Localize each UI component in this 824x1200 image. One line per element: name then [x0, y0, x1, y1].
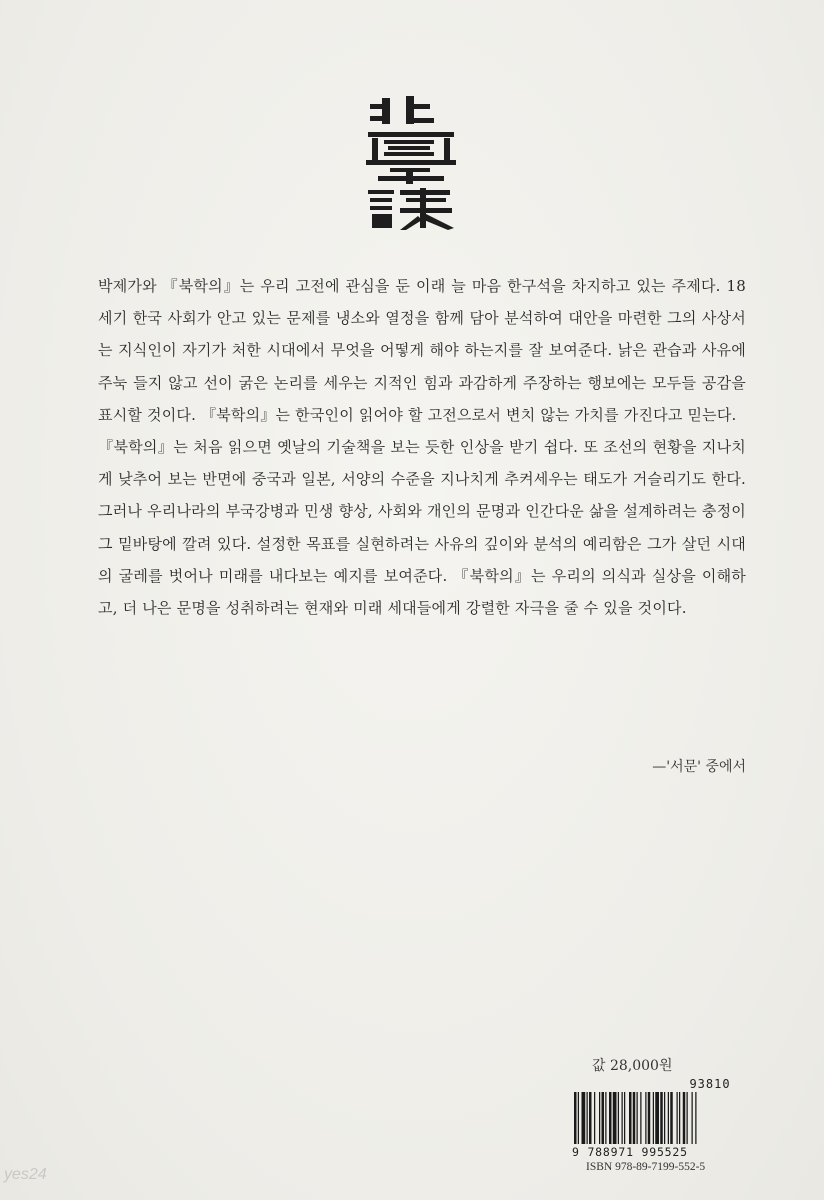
- isbn-number: ISBN 978-89-7199-552-5: [586, 1161, 706, 1173]
- watermark: yes24: [4, 1166, 47, 1183]
- price-label: 값 28,000원: [592, 1058, 673, 1074]
- calligraphy-seal-icon: [360, 92, 464, 232]
- intro-text: [98, 270, 746, 624]
- attribution: —'서문' 중에서: [652, 759, 746, 775]
- barcode-icon: [572, 1092, 752, 1144]
- isbn-barcode: [572, 1077, 752, 1177]
- barcode-addon-digits: 93810: [689, 1077, 731, 1091]
- barcode-bars: [572, 1092, 752, 1144]
- intro-paragraph-1: 박제가와 『북학의』는 우리 고전에 관심을 둔 이래 늘 마음 한구석을 차지하고 있는 주제다. 18세기 한국 사회가 안고 있는 문제를 냉소와 열정을 함께 담아 분석하여 대안을 마련한 그의 사상서는 지식인이 자기가 처한 시대에서 무엇을 어떻게 해야 하는지를 잘 보여준다. 낡은 관습과 사유에 주눅 들지 않고 선이 굵은 논리를 세우는 지적인 힘과 과감하게 주장하는 행보에는 모두들 공감을 표시할 것이다. 『북학의』는 한국인이 읽어야 할 고전으로서 변치 않는 가치를 가진다고 믿는다.: [98, 277, 746, 424]
- barcode-ean-digits: 9 788971 995525: [572, 1145, 688, 1159]
- book-title-logo: [360, 92, 464, 232]
- intro-paragraph-2: 『북학의』는 처음 읽으면 옛날의 기술책을 보는 듯한 인상을 받기 쉽다. 또 조선의 현황을 지나치게 낮추어 보는 반면에 중국과 일본, 서양의 수준을 지나치게 추켜세우는 태도가 거슬리기도 한다. 그러나 우리나라의 부국강병과 민생 향상, 사회와 개인의 문명과 인간다운 삶을 설계하려는 충정이 그 밑바탕에 깔려 있다. 설정한 목표를 실현하려는 사유의 깊이와 분석의 예리함은 그가 살던 시대의 굴레를 벗어나 미래를 내다보는 예지를 보여준다. 『북학의』는 우리의 의식과 실상을 이해하고, 더 나은 문명을 성취하려는 현재와 미래 세대들에게 강렬한 자극을 줄 수 있을 것이다.: [98, 438, 746, 618]
